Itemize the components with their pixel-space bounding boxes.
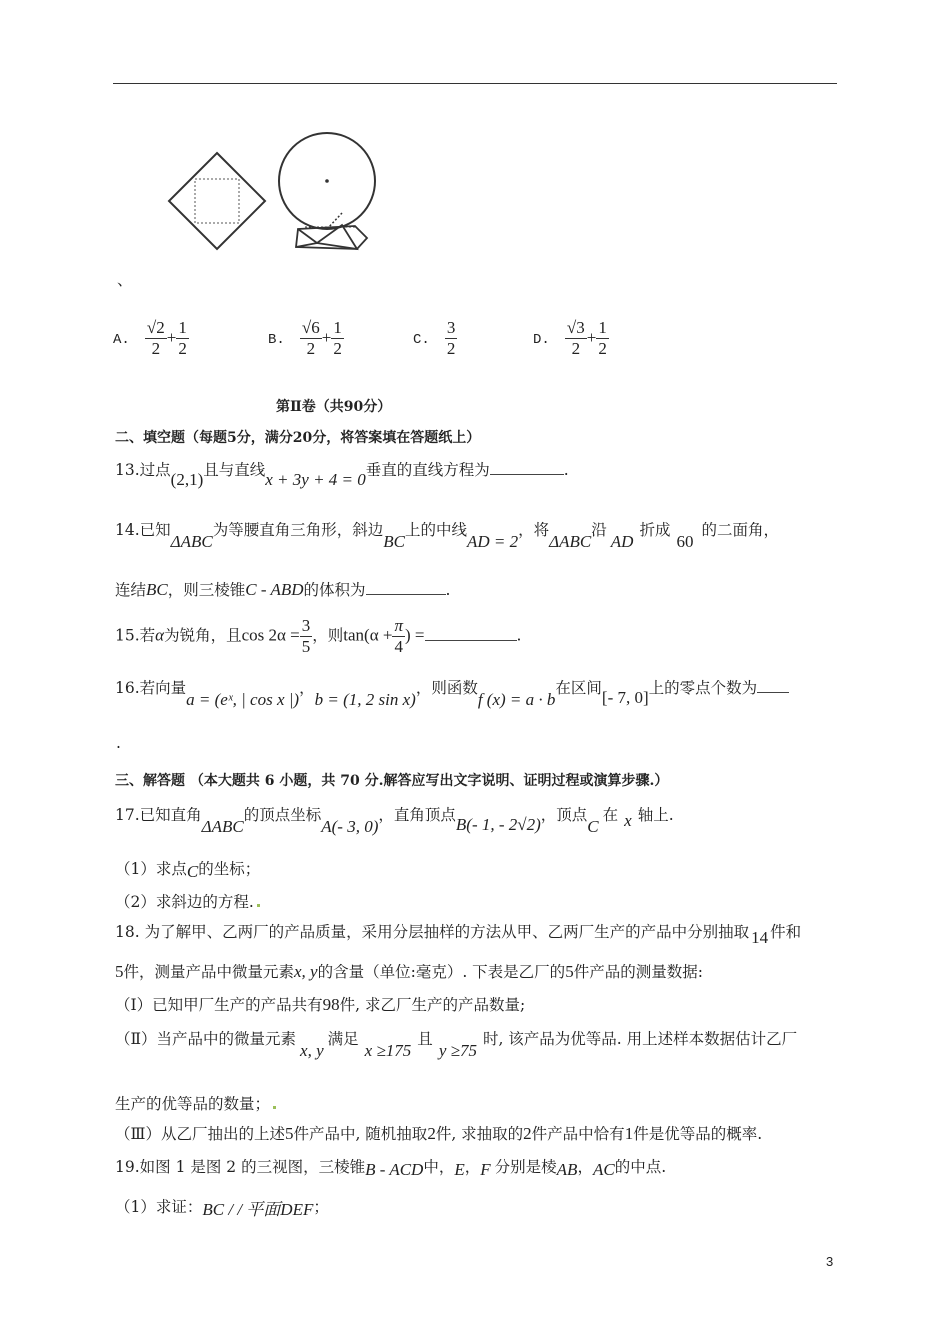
q13-line-eq: x + 3y + 4 = 0: [265, 470, 366, 489]
q19-pyramid: B - ACD: [365, 1160, 424, 1179]
q18-l2c: 件产品的测量数据:: [573, 963, 703, 981]
q13-text-b: 且与直线: [203, 461, 266, 479]
q15-alpha: α: [155, 625, 165, 645]
q17-point-a: A(- 3, 0): [321, 817, 379, 836]
q18-n5: 5: [115, 962, 124, 981]
square-view: [169, 153, 265, 249]
question-16: [115, 676, 789, 709]
q14-ad: AD = 2: [467, 532, 519, 551]
q17-text-a: 17.已知直角: [115, 806, 202, 824]
section2-heading: 二、填空题（每题5分，满分20分，将答案填在答题纸上）: [115, 430, 481, 446]
option-a-num2: 1: [178, 318, 187, 337]
q14-text-d: ，将: [518, 521, 550, 539]
page-number: 3: [826, 1254, 834, 1269]
option-b-num2: 1: [333, 318, 342, 337]
q14-bc: BC: [383, 532, 405, 551]
q18-p2e: 生产的优等品的数量；: [115, 1095, 271, 1113]
q15-text-a: 15.若: [115, 626, 156, 645]
q16-interval: [- 7, 0]: [601, 688, 649, 707]
q18-l1: 18. 为了解甲、乙两厂的产品质量，采用分层抽样的方法从甲、乙两厂生产的产品中分别抽取: [115, 923, 750, 941]
q17-text-c: ，直角顶点: [378, 806, 456, 824]
q14-pyramid: C - ABD: [245, 580, 304, 599]
q17-part1: [115, 857, 260, 879]
q14-answer-blank: [366, 593, 446, 595]
q14-line2-a: 连结: [115, 581, 147, 599]
option-b-den1: 2: [306, 339, 316, 358]
q19-p1b: ；: [313, 1198, 329, 1216]
question-14-line1: [115, 518, 779, 551]
q19-part1: [115, 1192, 329, 1217]
section3-heading: 三、解答题 （本大题共 6 小题，共 70 分.解答应写出文字说明、证明过程或演算步骤.）: [115, 773, 669, 789]
question-17: [115, 803, 674, 836]
option-a-num1: √2: [146, 318, 165, 337]
q14-text-f: 折成: [639, 521, 671, 539]
question-19: [115, 1155, 666, 1177]
q15-text-b: 为锐角，且: [164, 626, 242, 645]
q14-triangle: ΔABC: [170, 532, 213, 551]
q17-text-d: ，顶点: [540, 806, 588, 824]
q15-frac-num: 3: [301, 616, 311, 635]
q14-text-a: 14.已知: [115, 521, 171, 539]
q18-cond-x: x ≥175: [364, 1041, 412, 1060]
q18-n5b: 5: [565, 962, 574, 981]
q18-n14: 14: [751, 928, 769, 947]
q18-l1b: 件和: [770, 923, 802, 941]
q18-line1: [115, 920, 802, 947]
q18-p3d: 件产品中恰有: [531, 1125, 625, 1143]
q13-end: .: [563, 461, 569, 479]
q18-l2b: 的含量（单位:毫克）. 下表是乙厂的: [317, 963, 566, 981]
q18-p3b: 件产品中, 随机抽取: [293, 1125, 428, 1143]
q13-answer-blank: [490, 473, 564, 475]
q16-text-e: 上的零点个数为: [648, 679, 758, 697]
option-d-den1: 2: [571, 339, 581, 358]
option-a-den1: 2: [151, 339, 161, 358]
q14-text-c: 上的中线: [405, 521, 468, 539]
q13-text-a: 13.过点: [115, 461, 171, 479]
q17-text-b: 的顶点坐标: [243, 806, 322, 824]
q19-e: E: [454, 1160, 465, 1179]
q17-part2: [115, 890, 260, 912]
option-b-op: +: [321, 328, 332, 347]
question-15: [115, 616, 521, 657]
q15-tan-close: ) =: [405, 625, 425, 645]
option-c-label: C.: [413, 332, 430, 348]
option-a-op: +: [166, 328, 177, 347]
option-d-num1: √3: [566, 318, 585, 337]
q19-ab: AB: [556, 1160, 578, 1179]
q17-point-c: C: [587, 817, 599, 836]
option-b-num1: √6: [301, 318, 320, 337]
q17-part1-a: （1）求点: [115, 860, 187, 878]
q19-text-a: 19.如图 1 是图 2 的三视图，三棱锥: [115, 1158, 366, 1176]
q18-n5c: 5: [284, 1124, 294, 1143]
q16-vector-b: b = (1, 2 sin x): [314, 690, 416, 709]
q18-p1: （Ⅰ）已知甲厂生产的产品共有: [115, 996, 323, 1014]
q13-text-c: 垂直的直线方程为: [365, 461, 490, 479]
q18-p3c: 件, 求抽取的: [435, 1125, 524, 1143]
q14-text-e: 沿: [591, 521, 607, 539]
option-d-den2: 2: [598, 339, 607, 358]
q16-function: f (x) = a · b: [477, 690, 556, 709]
q17-part1-b: 的坐标；: [198, 860, 261, 878]
q19-ac: AC: [592, 1160, 615, 1179]
q15-end: .: [516, 626, 522, 645]
option-d-op: +: [586, 328, 597, 347]
q15-tan-expr: tan(α +: [343, 625, 393, 645]
q17-triangle: ΔABC: [201, 817, 244, 836]
q14-triangle-2: ΔABC: [549, 532, 592, 551]
option-d-num2: 1: [598, 318, 607, 337]
q17-part1-c: C: [186, 862, 199, 881]
option-b-den2: 2: [333, 339, 342, 358]
option-d: [533, 318, 609, 359]
q14-end: .: [445, 581, 451, 599]
q18-n1: 1: [624, 1124, 634, 1143]
q18-p3: （Ⅲ）从乙厂抽出的上述: [115, 1125, 285, 1143]
sphere-center-dot: [325, 179, 329, 183]
part2-title: 第Ⅱ卷（共90分）: [276, 399, 392, 415]
q19-plane-def: DEF: [280, 1200, 314, 1219]
q17-text-e: 在: [602, 806, 619, 824]
q17-x: x: [624, 811, 632, 830]
option-c-num1: 3: [446, 318, 456, 337]
q18-p1b: 件, 求乙厂生产的产品数量;: [339, 996, 526, 1014]
q16-text-b: ，: [299, 679, 315, 697]
q18-p2c: 且: [417, 1030, 433, 1048]
q15-text-c: ，则: [312, 626, 344, 645]
q16-text-d: 在区间: [555, 679, 602, 697]
q16-text-c: ，则函数: [415, 679, 478, 697]
q19-text-d: 分别是棱: [494, 1158, 557, 1176]
q17-part2-text: （2）求斜边的方程.: [115, 893, 254, 911]
q19-text-f2: 的中点.: [614, 1158, 667, 1176]
q19-text-b: 中，: [423, 1158, 455, 1176]
q17-text-f: 轴上.: [637, 806, 674, 824]
q14-line2-c: 的体积为: [303, 581, 366, 599]
q16-vector-a: a = (eˣ, | cos x |): [186, 690, 300, 709]
q18-n2: 2: [427, 1124, 436, 1143]
q18-p2b: 满足: [327, 1030, 359, 1048]
three-view-figure: [160, 125, 390, 260]
q19-bc-parallel: BC / / 平面: [202, 1200, 281, 1219]
q15-answer-blank: [425, 639, 517, 641]
q18-p3e: 件是优等品的概率.: [633, 1125, 763, 1143]
q19-text-c: ，: [464, 1158, 481, 1176]
q18-n2b: 2: [523, 1124, 532, 1143]
q18-xy: x, y: [294, 962, 318, 981]
option-c-den1: 2: [446, 339, 456, 358]
option-a-label: A.: [113, 332, 130, 348]
green-dot-mark: [257, 904, 260, 907]
option-d-label: D.: [533, 332, 550, 348]
q18-part3: [115, 1122, 762, 1144]
q17-point-b: B(- 1, - 2√2): [455, 815, 541, 834]
header-rule: [113, 83, 837, 84]
q14-ad-2: AD: [610, 532, 634, 551]
question-13: [115, 458, 569, 489]
q18-p2: （Ⅱ）当产品中的微量元素: [115, 1030, 297, 1048]
q16-answer-blank: [757, 691, 789, 693]
q18-p2d: 时, 该产品为优等品. 用上述样本数据估计乙厂: [482, 1030, 798, 1048]
option-b: [268, 318, 344, 359]
option-c: [413, 318, 457, 359]
q13-point: (2,1): [170, 470, 204, 489]
q19-text-e2: ，: [577, 1158, 593, 1176]
q18-part2: [115, 1027, 798, 1060]
q16-text-a: 16.若向量: [115, 679, 187, 697]
green-dot-mark-2: [273, 1106, 276, 1109]
option-a: [113, 318, 189, 359]
inner-dotted-square: [195, 179, 239, 223]
q18-line2: [115, 960, 703, 982]
q14-degree: 60: [676, 532, 694, 551]
q18-xy2: x, y: [300, 1041, 324, 1060]
q16-end: .: [116, 734, 121, 752]
q15-pi: π: [394, 616, 403, 635]
figure-caption-mark: 、: [117, 271, 133, 289]
q18-part2-cont: [115, 1092, 276, 1114]
q15-frac-den: 5: [301, 637, 311, 656]
q18-cond-y: y ≥75: [438, 1041, 477, 1060]
q14-line2-b: ，则三棱锥: [167, 581, 246, 599]
q14-text-b: 为等腰直角三角形，斜边: [212, 521, 384, 539]
q18-l2: 件，测量产品中微量元素: [123, 963, 295, 981]
q14-bc-2: BC: [146, 580, 168, 599]
question-14-line2: [115, 578, 450, 600]
q14-text-g: 的二面角，: [701, 521, 779, 539]
q18-part1: [115, 993, 525, 1015]
q18-n98: 98: [322, 995, 340, 1014]
q19-p1: （1）求证：: [115, 1198, 203, 1216]
q19-f: F: [480, 1160, 491, 1179]
q15-cos-expr: cos 2α =: [241, 625, 300, 645]
option-b-label: B.: [268, 332, 285, 348]
q15-pi-den: 4: [394, 637, 403, 656]
option-a-den2: 2: [178, 339, 187, 358]
